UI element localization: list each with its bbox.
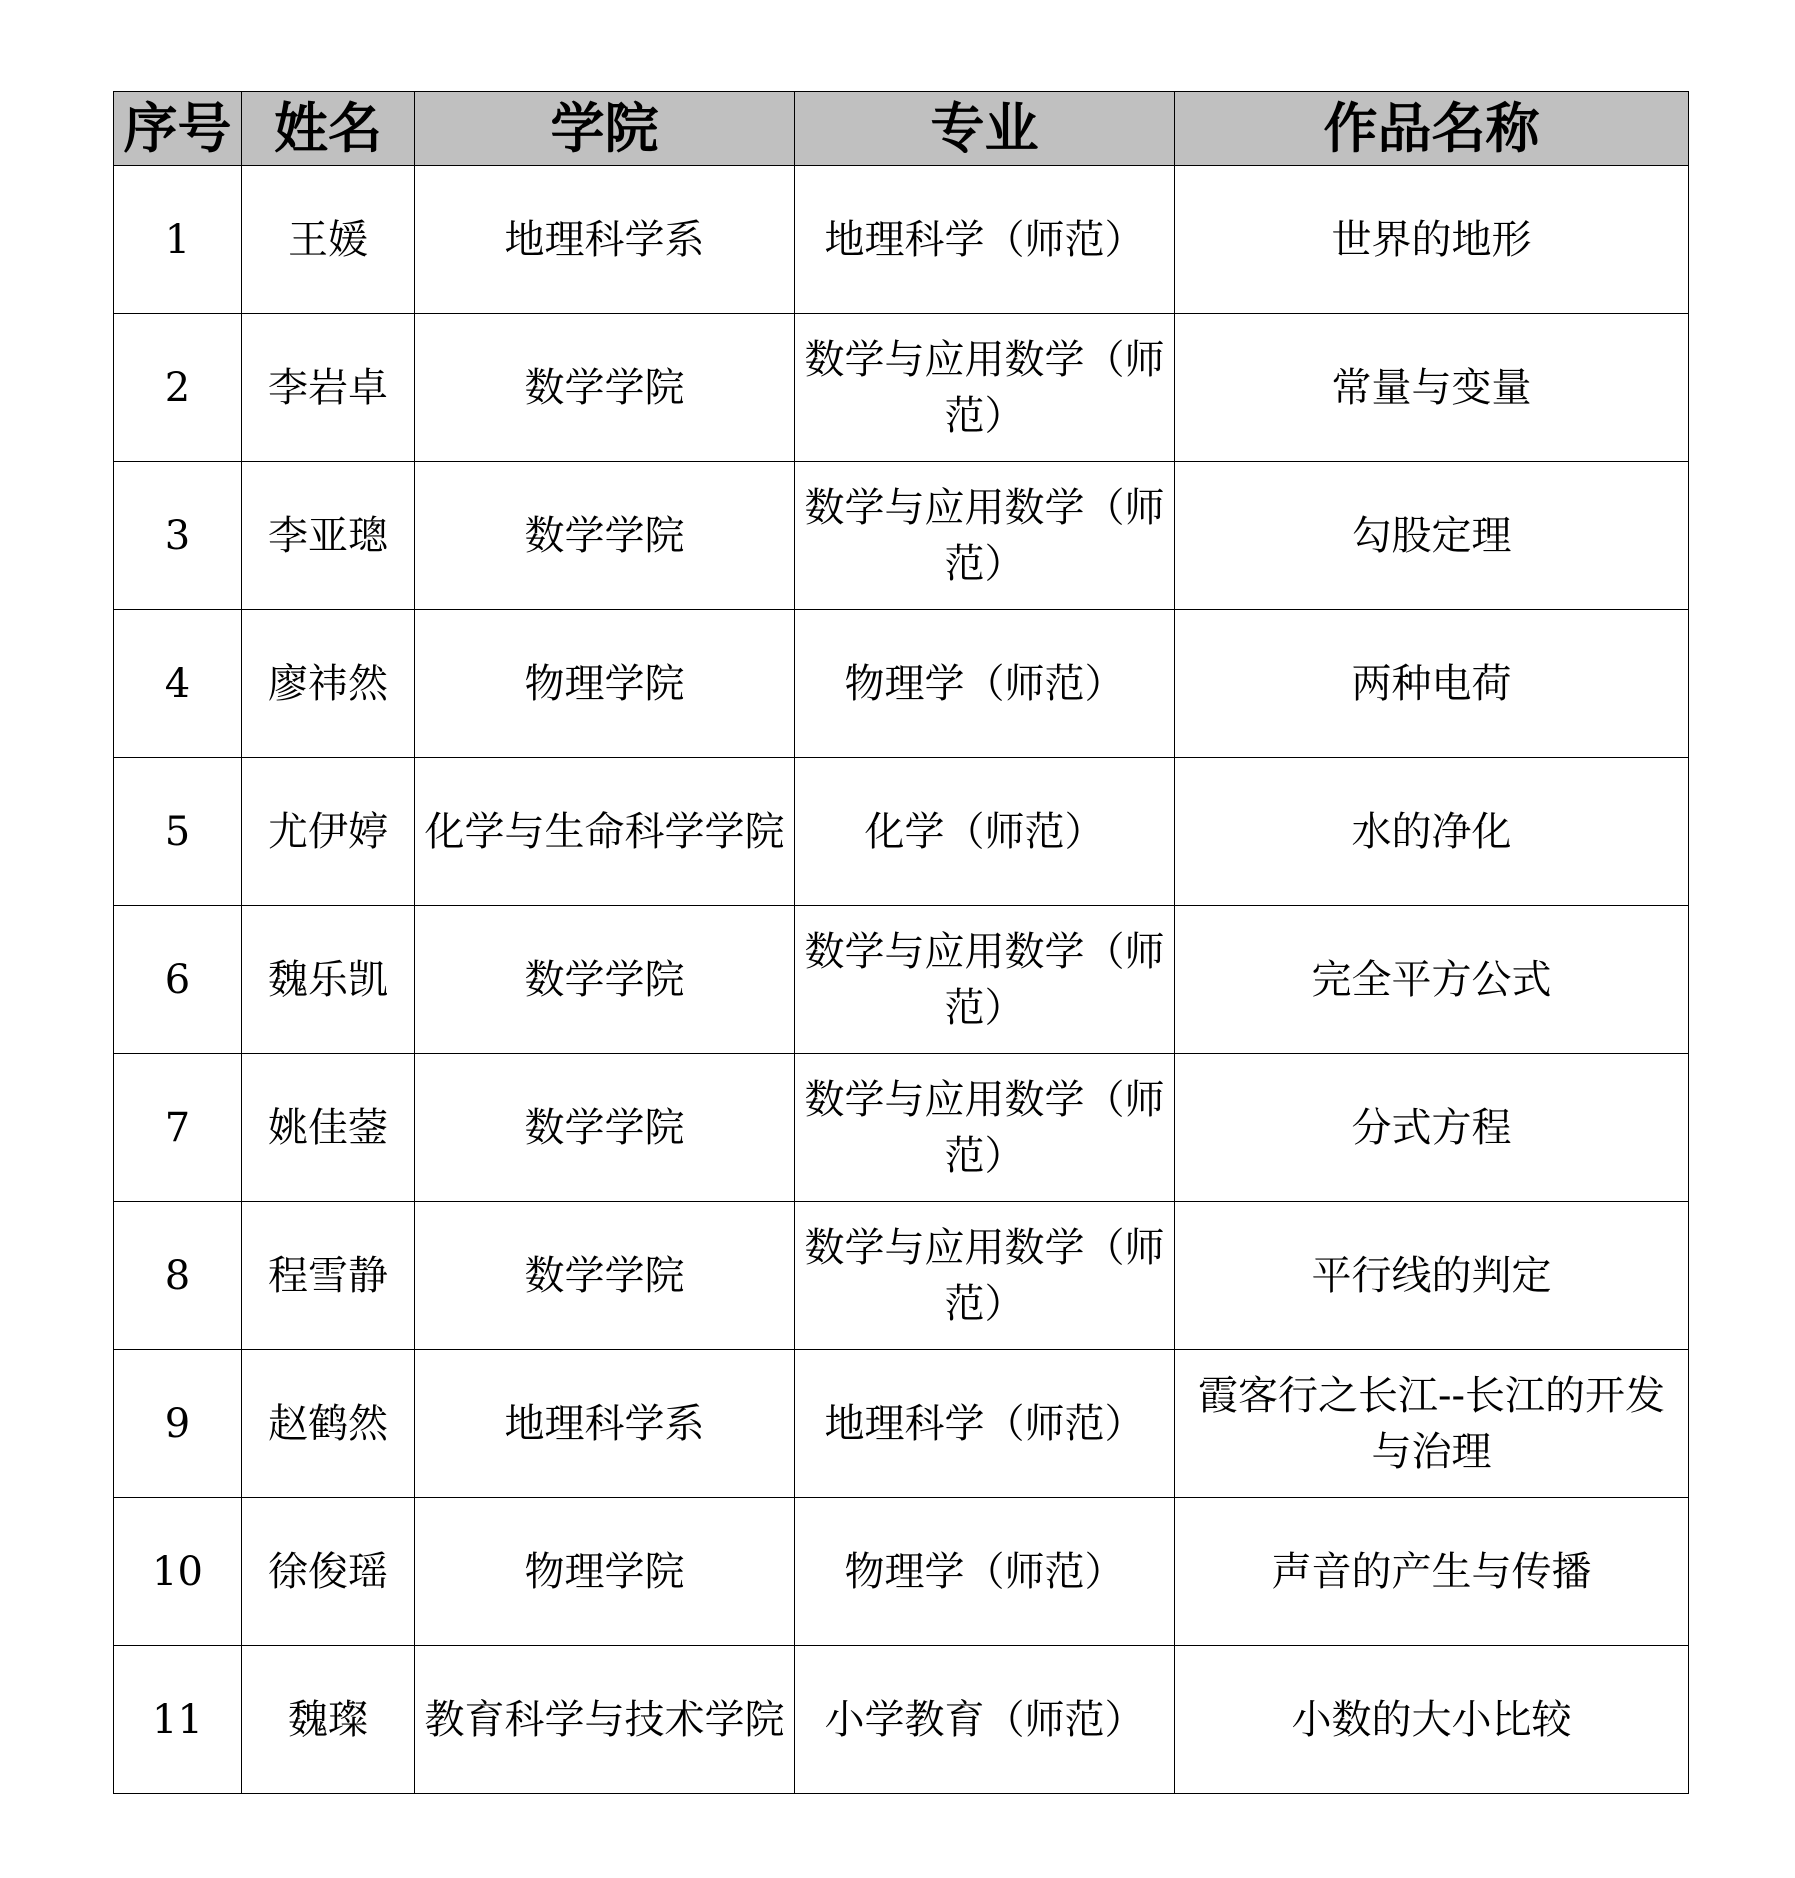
cell-name: 魏璨 [242,1646,415,1794]
cell-index: 11 [114,1646,242,1794]
cell-major: 物理学（师范） [795,1498,1175,1646]
header-name: 姓名 [242,92,415,166]
cell-name: 尤伊婷 [242,758,415,906]
roster-table [113,91,1689,1794]
cell-name: 徐俊瑶 [242,1498,415,1646]
cell-work-title: 两种电荷 [1175,610,1689,758]
header-major: 专业 [795,92,1175,166]
table-row [114,906,1689,1054]
cell-work-title: 完全平方公式 [1175,906,1689,1054]
cell-college: 物理学院 [415,1498,795,1646]
table-row [114,462,1689,610]
cell-work-title: 常量与变量 [1175,314,1689,462]
table-row [114,1054,1689,1202]
cell-name: 姚佳蓥 [242,1054,415,1202]
cell-index: 5 [114,758,242,906]
table-row [114,610,1689,758]
table-row [114,1646,1689,1794]
table-header [114,92,1689,166]
cell-index: 7 [114,1054,242,1202]
header-row [114,92,1689,166]
table-row [114,1498,1689,1646]
cell-index: 1 [114,166,242,314]
cell-index: 10 [114,1498,242,1646]
cell-work-title: 声音的产生与传播 [1175,1498,1689,1646]
cell-major: 数学与应用数学（师范） [795,1202,1175,1350]
cell-major: 物理学（师范） [795,610,1175,758]
cell-major: 数学与应用数学（师范） [795,314,1175,462]
cell-index: 2 [114,314,242,462]
header-index: 序号 [114,92,242,166]
table-row [114,758,1689,906]
cell-work-title: 霞客行之长江--长江的开发与治理 [1175,1350,1689,1498]
cell-major: 化学（师范） [795,758,1175,906]
cell-name: 赵鹤然 [242,1350,415,1498]
cell-work-title: 分式方程 [1175,1054,1689,1202]
cell-work-title: 水的净化 [1175,758,1689,906]
cell-work-title: 世界的地形 [1175,166,1689,314]
table-row [114,1350,1689,1498]
cell-name: 魏乐凯 [242,906,415,1054]
cell-work-title: 平行线的判定 [1175,1202,1689,1350]
cell-college: 数学学院 [415,1202,795,1350]
table-row [114,314,1689,462]
cell-major: 地理科学（师范） [795,166,1175,314]
cell-college: 物理学院 [415,610,795,758]
cell-college: 数学学院 [415,314,795,462]
cell-work-title: 小数的大小比较 [1175,1646,1689,1794]
cell-college: 地理科学系 [415,166,795,314]
cell-index: 8 [114,1202,242,1350]
cell-major: 数学与应用数学（师范） [795,906,1175,1054]
cell-college: 化学与生命科学学院 [415,758,795,906]
cell-college: 数学学院 [415,1054,795,1202]
cell-work-title: 勾股定理 [1175,462,1689,610]
cell-index: 6 [114,906,242,1054]
cell-major: 数学与应用数学（师范） [795,1054,1175,1202]
cell-college: 数学学院 [415,906,795,1054]
cell-name: 王媛 [242,166,415,314]
cell-college: 地理科学系 [415,1350,795,1498]
cell-college: 数学学院 [415,462,795,610]
cell-name: 李亚璁 [242,462,415,610]
cell-index: 3 [114,462,242,610]
cell-major: 地理科学（师范） [795,1350,1175,1498]
table-body [114,166,1689,1794]
header-work-title: 作品名称 [1175,92,1689,166]
table-row [114,166,1689,314]
cell-name: 程雪静 [242,1202,415,1350]
cell-college: 教育科学与技术学院 [415,1646,795,1794]
cell-name: 廖祎然 [242,610,415,758]
cell-major: 数学与应用数学（师范） [795,462,1175,610]
table-row [114,1202,1689,1350]
cell-index: 9 [114,1350,242,1498]
cell-index: 4 [114,610,242,758]
header-college: 学院 [415,92,795,166]
cell-major: 小学教育（师范） [795,1646,1175,1794]
cell-name: 李岩卓 [242,314,415,462]
